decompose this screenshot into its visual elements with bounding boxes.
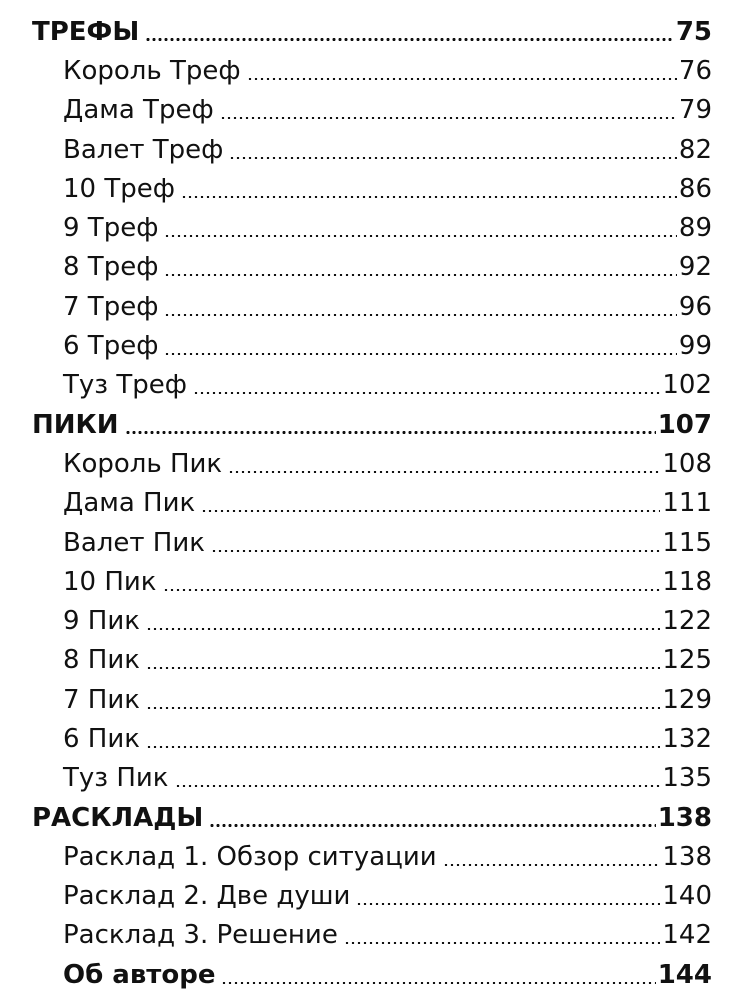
toc-entry-about-author[interactable] [32, 955, 712, 994]
dot-leader [146, 628, 660, 630]
toc-entry-title: Расклад 2. Две души [63, 881, 351, 912]
toc-entry[interactable] [32, 248, 712, 287]
toc-entry-page: 111 [662, 488, 712, 519]
toc-entry[interactable] [32, 916, 712, 955]
toc-entry-title: 10 Пик [63, 566, 157, 597]
toc-entry-page: 118 [662, 566, 712, 597]
toc-entry-page: 138 [662, 841, 712, 872]
dot-leader [145, 38, 674, 41]
dot-leader [344, 942, 661, 944]
toc-entry-title: 7 Пик [63, 684, 140, 715]
toc-entry-page: 76 [678, 55, 712, 86]
dot-leader [164, 274, 676, 276]
toc-entry[interactable] [32, 562, 712, 601]
toc-entry-title: 7 Треф [63, 291, 159, 322]
dot-leader [146, 667, 660, 669]
toc-entry-title: Об авторе [63, 959, 216, 990]
toc-entry-title: 8 Пик [63, 645, 140, 676]
toc-entry[interactable] [32, 91, 712, 130]
dot-leader [220, 117, 677, 119]
toc-entry-title: Расклад 1. Обзор ситуации [63, 841, 437, 872]
toc-entry-page: 125 [662, 645, 712, 676]
toc-entry-section[interactable] [32, 12, 712, 51]
toc-entry-title: 9 Треф [63, 213, 159, 244]
toc-entry-page: 108 [662, 448, 712, 479]
dot-leader [228, 471, 660, 473]
toc-entry-page: 75 [675, 16, 712, 47]
toc-entry[interactable] [32, 484, 712, 523]
toc-entry[interactable] [32, 837, 712, 876]
toc-entry-title: 9 Пик [63, 606, 140, 637]
dot-leader [175, 785, 661, 787]
toc-entry[interactable] [32, 130, 712, 169]
dot-leader [211, 550, 660, 552]
table-of-contents [32, 12, 712, 994]
dot-leader [247, 78, 677, 80]
toc-entry-page: 102 [662, 370, 712, 401]
toc-entry[interactable] [32, 759, 712, 798]
dot-leader [125, 431, 656, 434]
toc-entry-title: Дама Пик [63, 488, 196, 519]
toc-entry[interactable] [32, 51, 712, 90]
toc-entry[interactable] [32, 719, 712, 758]
toc-entry[interactable] [32, 169, 712, 208]
toc-entry-page: 142 [662, 920, 712, 951]
toc-entry-page: 107 [657, 409, 712, 440]
dot-leader [163, 589, 661, 591]
toc-entry-title: ТРЕФЫ [32, 16, 140, 47]
toc-entry-title: Дама Треф [63, 95, 214, 126]
toc-entry-page: 92 [678, 252, 712, 283]
toc-entry-title: Туз Пик [63, 763, 169, 794]
toc-entry-title: 6 Пик [63, 723, 140, 754]
toc-entry[interactable] [32, 641, 712, 680]
toc-entry-title: Валет Треф [63, 134, 224, 165]
toc-entry[interactable] [32, 680, 712, 719]
dot-leader [229, 157, 677, 159]
toc-entry[interactable] [32, 326, 712, 365]
toc-entry-title: Валет Пик [63, 527, 205, 558]
toc-entry-page: 96 [678, 291, 712, 322]
toc-entry-page: 129 [662, 684, 712, 715]
dot-leader [201, 510, 660, 512]
toc-entry-title: ПИКИ [32, 409, 119, 440]
toc-entry[interactable] [32, 877, 712, 916]
dot-leader [443, 864, 661, 866]
toc-entry-page: 132 [662, 723, 712, 754]
toc-entry-page: 144 [657, 959, 712, 990]
dot-leader [146, 746, 660, 748]
toc-entry-page: 122 [662, 606, 712, 637]
toc-entry-page: 82 [678, 134, 712, 165]
toc-entry[interactable] [32, 366, 712, 405]
toc-entry-page: 138 [657, 802, 712, 833]
toc-entry-section[interactable] [32, 405, 712, 444]
toc-entry-page: 89 [678, 213, 712, 244]
dot-leader [181, 196, 677, 198]
dot-leader [193, 392, 660, 394]
dot-leader [146, 707, 660, 709]
toc-entry-section[interactable] [32, 798, 712, 837]
toc-entry-title: 8 Треф [63, 252, 159, 283]
toc-entry-page: 79 [678, 95, 712, 126]
toc-entry-page: 86 [678, 173, 712, 204]
toc-entry[interactable] [32, 444, 712, 483]
toc-entry-page: 99 [678, 331, 712, 362]
dot-leader [164, 235, 676, 237]
toc-entry-title: 10 Треф [63, 173, 175, 204]
toc-entry[interactable] [32, 208, 712, 247]
toc-entry-page: 140 [662, 881, 712, 912]
toc-entry-title: 6 Треф [63, 331, 159, 362]
toc-entry-page: 115 [662, 527, 712, 558]
toc-entry-title: Король Треф [63, 55, 241, 86]
toc-entry-title: РАСКЛАДЫ [32, 802, 204, 833]
toc-entry-title: Туз Треф [63, 370, 187, 401]
toc-entry-title: Король Пик [63, 448, 223, 479]
dot-leader [356, 903, 660, 905]
toc-entry-title: Расклад 3. Решение [63, 920, 338, 951]
toc-entry[interactable] [32, 523, 712, 562]
toc-entry-page: 135 [662, 763, 712, 794]
dot-leader [209, 824, 655, 827]
toc-entry[interactable] [32, 601, 712, 640]
dot-leader [164, 314, 676, 316]
dot-leader [164, 353, 676, 355]
toc-entry[interactable] [32, 287, 712, 326]
dot-leader [221, 982, 655, 984]
